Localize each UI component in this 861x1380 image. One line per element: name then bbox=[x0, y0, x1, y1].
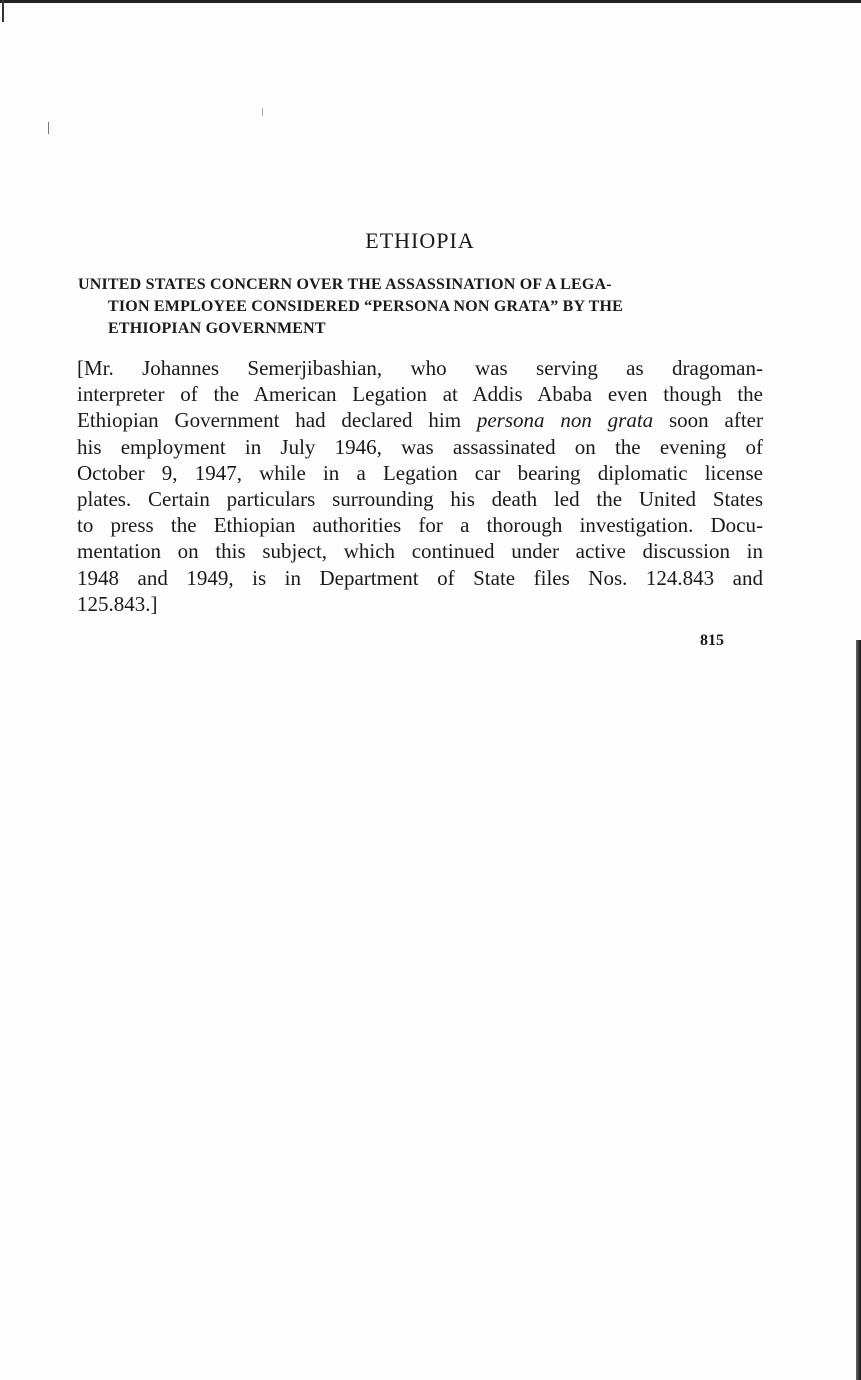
body-line: plates. Certain particulars surrounding his death led the United States bbox=[77, 487, 763, 512]
subheading-line: TION EMPLOYEE CONSIDERED “PERSONA NON GRATA” BY THE bbox=[108, 298, 624, 315]
body-line: mentation on this subject, which continued under active discussion in bbox=[77, 539, 763, 564]
body-text-segment: Ethiopian Government had declared him bbox=[77, 408, 477, 433]
body-line: interpreter of the American Legation at Addis Ababa even though the bbox=[77, 382, 763, 407]
body-line: to press the Ethiopian authorities for a thorough investigation. Docu- bbox=[77, 513, 763, 538]
section-title: ETHIOPIA bbox=[365, 228, 475, 253]
page-number: 815 bbox=[700, 632, 724, 649]
scan-edge-top bbox=[0, 0, 861, 3]
scan-edge-right bbox=[856, 640, 861, 1380]
scan-edge-left bbox=[2, 0, 4, 22]
body-line: his employment in July 1946, was assassinated on the evening of bbox=[77, 434, 763, 459]
subheading-line: ETHIOPIAN GOVERNMENT bbox=[108, 320, 326, 337]
body-line: [Mr. Johannes Semerjibashian, who was serving as dragoman- bbox=[77, 356, 763, 380]
body-line bbox=[77, 407, 763, 433]
scan-speck bbox=[262, 108, 263, 116]
subheading bbox=[78, 274, 766, 340]
body-paragraph bbox=[77, 355, 763, 617]
scan-speck bbox=[48, 122, 49, 134]
body-line: 1948 and 1949, is in Department of State files Nos. 124.843 and bbox=[77, 565, 763, 590]
body-text-segment: soon after bbox=[653, 408, 763, 433]
italic-phrase: persona non grata bbox=[476, 408, 654, 433]
subheading-line: UNITED STATES CONCERN OVER THE ASSASSINATION OF A LEGA- bbox=[78, 276, 612, 293]
body-line: 125.843.] bbox=[77, 591, 158, 616]
body-line: October 9, 1947, while in a Legation car bearing diplomatic license bbox=[77, 460, 763, 485]
